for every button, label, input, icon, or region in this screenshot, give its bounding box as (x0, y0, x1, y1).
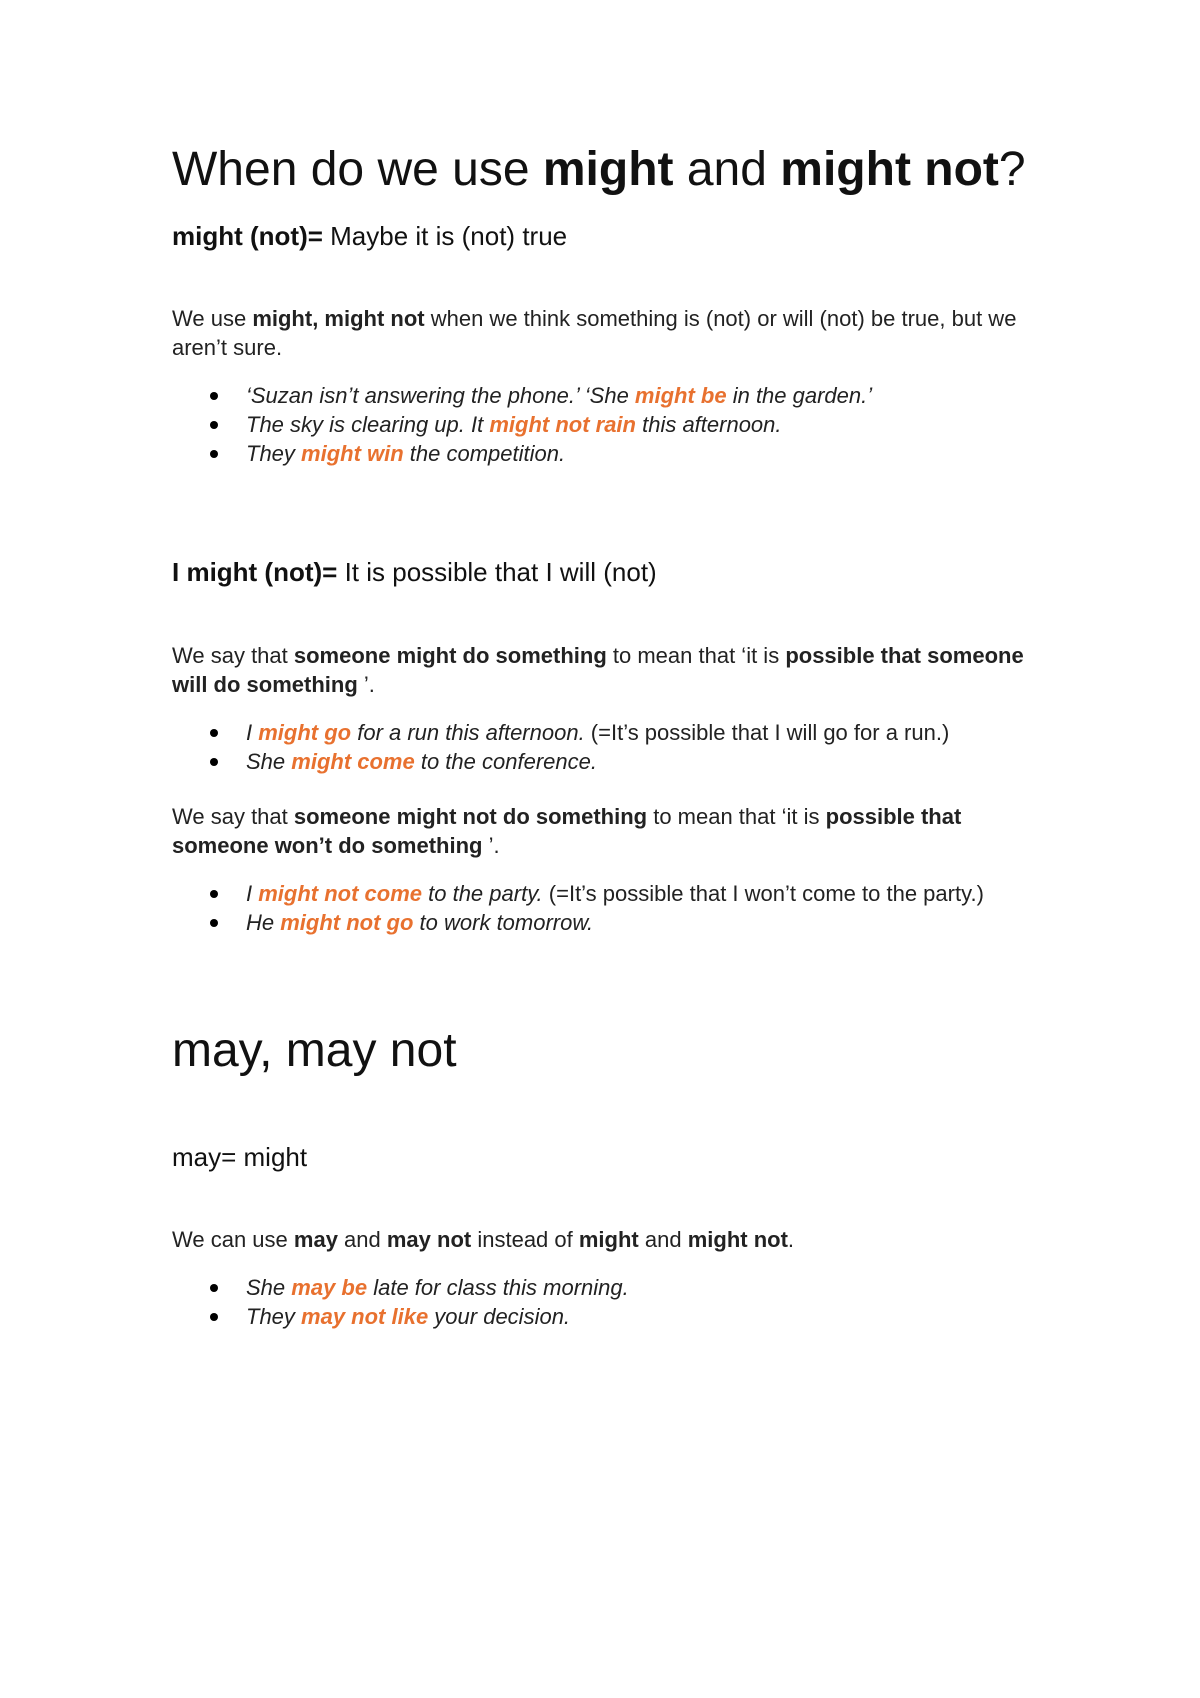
example-text: She (246, 749, 292, 774)
text: We can use (172, 1227, 294, 1252)
list-item (172, 1273, 1052, 1302)
example-text: They (246, 1304, 302, 1329)
highlight-text: might not come (258, 881, 423, 906)
bold-text: possible that someone will do something (172, 643, 1024, 697)
highlight-text: might go (258, 720, 352, 745)
bold-text: someone might do something (293, 643, 607, 668)
heading-text: Maybe it is (not) true (322, 221, 568, 251)
paragraph-might-intro (172, 304, 1052, 362)
bold-text: may not (386, 1227, 472, 1252)
list-item (172, 908, 1052, 937)
title-bold: might not (780, 143, 999, 196)
bold-text: might (578, 1227, 639, 1252)
note-text: (=It’s possible that I won’t come to the party.) (542, 881, 984, 906)
heading-bold: might (not)= (172, 221, 323, 251)
example-list-might-do (172, 718, 1052, 776)
list-item (172, 718, 1052, 747)
text: ’. (357, 672, 375, 697)
example-text: ‘Suzan isn’t answering the phone.’ ‘She (246, 383, 635, 408)
text: to mean that ‘it is (647, 804, 826, 829)
title-bold: might (542, 143, 674, 196)
heading-bold: I might (not)= (172, 557, 338, 587)
text: . (787, 1227, 795, 1252)
example-text: The sky is clearing up. It (246, 412, 490, 437)
example-text: I (246, 881, 259, 906)
example-list-might (172, 381, 1052, 468)
title-text: When do we use (172, 143, 543, 196)
text: to mean that ‘it is (606, 643, 786, 668)
bold-text: might, might not (252, 306, 425, 331)
text: ’. (482, 833, 500, 858)
paragraph-may-intro (172, 1225, 1052, 1254)
text: instead of (471, 1227, 579, 1252)
highlight-text: might be (634, 383, 727, 408)
text: We say that (172, 643, 294, 668)
example-text: She (246, 1275, 292, 1300)
example-text: your decision. (428, 1304, 571, 1329)
bold-text: might not (687, 1227, 788, 1252)
list-item (172, 381, 1052, 410)
example-text: in the garden.’ (726, 383, 873, 408)
list-item (172, 410, 1052, 439)
title-text: and (673, 143, 781, 196)
example-text: late for class this morning. (367, 1275, 629, 1300)
text: We say that (172, 804, 294, 829)
example-text: this afternoon. (635, 412, 782, 437)
example-text: to the party. (422, 881, 543, 906)
example-text: the competition. (403, 441, 566, 466)
highlight-text: may not like (301, 1304, 429, 1329)
example-text: to the conference. (414, 749, 597, 774)
list-item (172, 747, 1052, 776)
list-item (172, 1302, 1052, 1331)
note-text: (=It’s possible that I will go for a run.) (584, 720, 950, 745)
text: and (337, 1227, 387, 1252)
list-item (172, 439, 1052, 468)
title-text: ? (998, 143, 1026, 196)
example-text: They (246, 441, 302, 466)
highlight-text: might win (301, 441, 404, 466)
heading-text: It is possible that I will (not) (337, 557, 657, 587)
section-heading-may: may= might (172, 1142, 308, 1172)
page-title (172, 140, 1052, 200)
bold-text: someone might not do something (293, 804, 648, 829)
highlight-text: might come (291, 749, 415, 774)
section-heading-might (172, 220, 1052, 252)
example-text: He (246, 910, 281, 935)
example-text: for a run this afternoon. (351, 720, 585, 745)
example-text: I (246, 720, 259, 745)
document-page (172, 140, 1052, 1331)
section-heading-i-might (172, 556, 1052, 588)
bold-text: may (293, 1227, 338, 1252)
text: when we think something is (not) or will (not) be true, but we aren’t sure. (172, 306, 1017, 360)
example-list-may (172, 1273, 1052, 1331)
highlight-text: may be (291, 1275, 368, 1300)
paragraph-might-do (172, 641, 1052, 699)
example-list-might-not-do (172, 879, 1052, 937)
text: and (638, 1227, 688, 1252)
paragraph-might-not-do (172, 802, 1052, 860)
highlight-text: might not go (280, 910, 414, 935)
list-item (172, 879, 1052, 908)
section-title-may: may, may not (172, 1024, 457, 1077)
highlight-text: might not rain (489, 412, 636, 437)
text: We use (172, 306, 253, 331)
example-text: to work tomorrow. (413, 910, 594, 935)
bold-text: possible that someone won’t do something (172, 804, 962, 858)
